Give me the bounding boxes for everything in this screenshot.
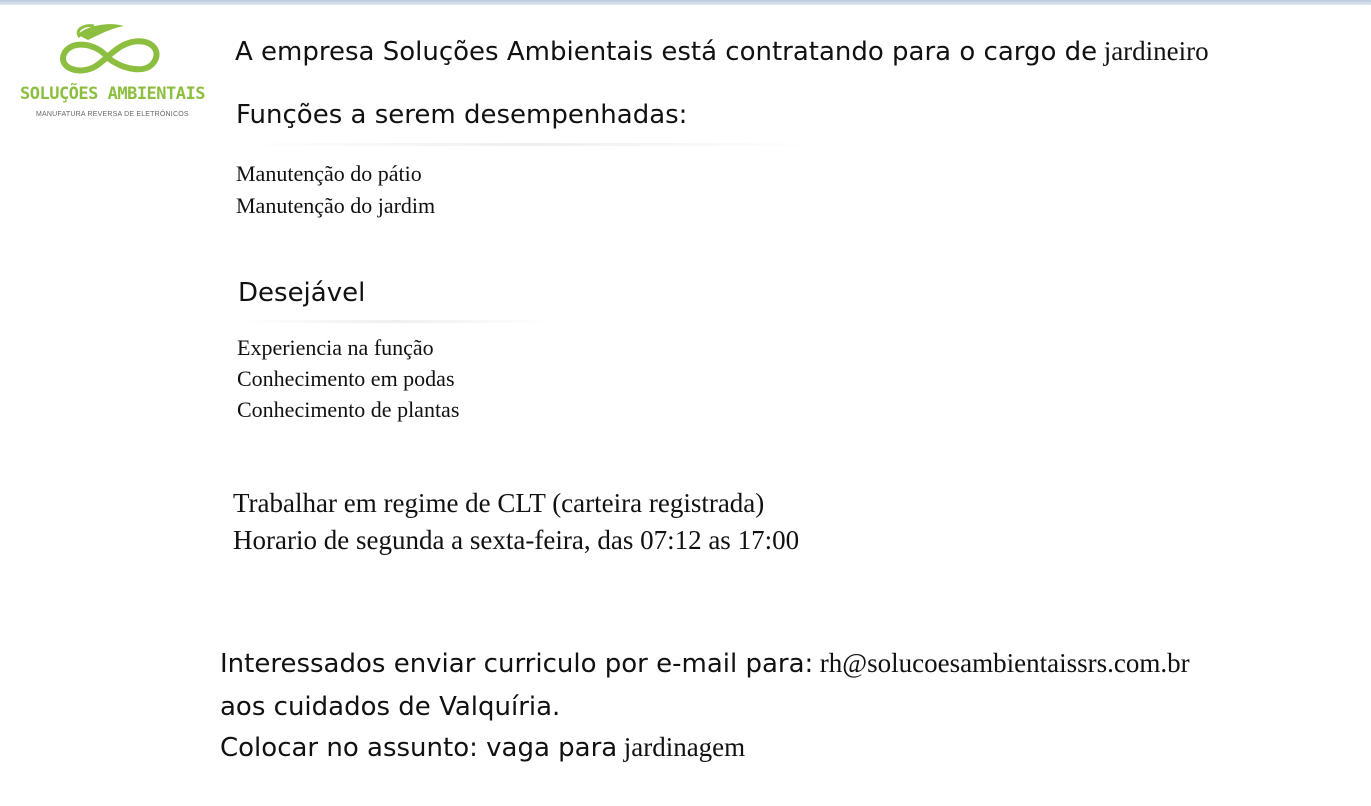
leaf-infinity-icon bbox=[50, 22, 168, 82]
regime-list bbox=[233, 485, 799, 559]
headline-role: jardineiro bbox=[1103, 36, 1209, 66]
company-logo bbox=[16, 20, 205, 125]
faded-underline bbox=[238, 320, 553, 323]
subject-value: jardinagem bbox=[623, 732, 746, 762]
contact-line-email bbox=[220, 648, 1190, 679]
list-item: Conhecimento em podas bbox=[237, 366, 455, 391]
list-item: Manutenção do pátio bbox=[236, 161, 422, 186]
headline bbox=[235, 36, 1209, 67]
faded-underline bbox=[236, 143, 826, 146]
list-item: Manutenção do jardim bbox=[236, 193, 436, 218]
contact-text: Interessados enviar curriculo por e-mail para: bbox=[220, 649, 814, 679]
contact-line-recipient: aos cuidados de Valquíria. bbox=[220, 692, 561, 722]
funcoes-heading: Funções a serem desempenhadas: bbox=[236, 100, 688, 130]
contact-email: rh@solucoesambientaissrs.com.br bbox=[819, 648, 1190, 678]
logo-tagline: MANUFATURA REVERSA DE ELETRÔNICOS bbox=[36, 111, 189, 118]
list-item: Conhecimento de plantas bbox=[237, 397, 460, 422]
desejavel-list bbox=[237, 332, 459, 425]
funcoes-list bbox=[236, 158, 435, 222]
headline-text: A empresa Soluções Ambientais está contratando para o cargo de bbox=[235, 37, 1098, 67]
list-item: Horario de segunda a sexta-feira, das 07:12 as 17:00 bbox=[233, 525, 800, 555]
logo-name: SOLUÇÕES AMBIENTAIS bbox=[20, 84, 205, 104]
desejavel-heading: Desejável bbox=[238, 278, 366, 308]
subject-text: Colocar no assunto: vaga para bbox=[220, 733, 618, 763]
top-border bbox=[0, 0, 1371, 5]
list-item: Experiencia na função bbox=[237, 335, 434, 360]
list-item: Trabalhar em regime de CLT (carteira registrada) bbox=[233, 488, 765, 518]
contact-line-subject bbox=[220, 732, 745, 763]
